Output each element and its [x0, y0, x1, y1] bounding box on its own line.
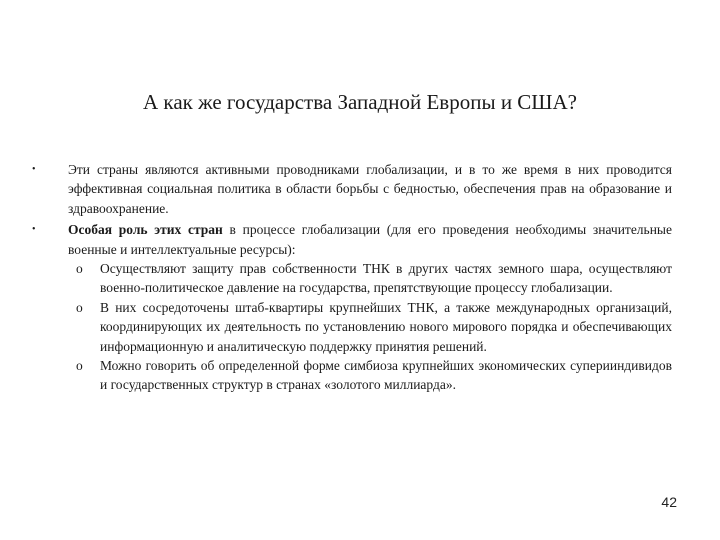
sub-marker: o [76, 299, 83, 315]
bullet-item [30, 160, 672, 218]
sub-list-item [68, 356, 672, 395]
sub-item-text: Можно говорить об определенной форме симбиоза крупнейших экономических суперииндивидов и государственных структур в странах «золотого миллиарда». [100, 358, 672, 393]
page-number: 42 [661, 494, 677, 510]
sub-marker: o [76, 358, 83, 374]
bullet-text-rest: в процессе глобализации (для его проведения необходимы значительные военные и интеллектуальные ресурсы): [68, 222, 672, 257]
sub-item-text: В них сосредоточены штаб-квартиры крупнейших ТНК, а также международных организаций, координирующих их деятельность по установлению нового мирового порядка и обеспечивающих информационную и аналитическую поддержку принятия решений. [100, 299, 672, 354]
bullet-text [68, 220, 672, 395]
bullet-item [30, 220, 672, 395]
sub-list-item [68, 259, 672, 298]
bullet-marker: • [32, 164, 36, 175]
bullet-marker: • [32, 224, 36, 236]
slide-title: А как же государства Западной Европы и США? [143, 90, 577, 114]
sub-item-text: Осуществляют защиту прав собственности ТНК в других частях земного шара, осуществляют военно-политическое давление на государства, препятствующие процессу глобализации. [100, 261, 672, 296]
sub-list-item [68, 298, 672, 356]
bullet-text: Эти страны являются активными проводниками глобализации, и в то же время в них проводится эффективная социальная политика в области борьбы с бедностью, обеспечения прав на образование и здравоохранение. [68, 162, 672, 216]
bullet-bold-lead: Особая роль этих стран [68, 222, 223, 238]
slide-body [30, 160, 672, 397]
sub-list [68, 259, 672, 395]
sub-marker: o [76, 261, 83, 277]
